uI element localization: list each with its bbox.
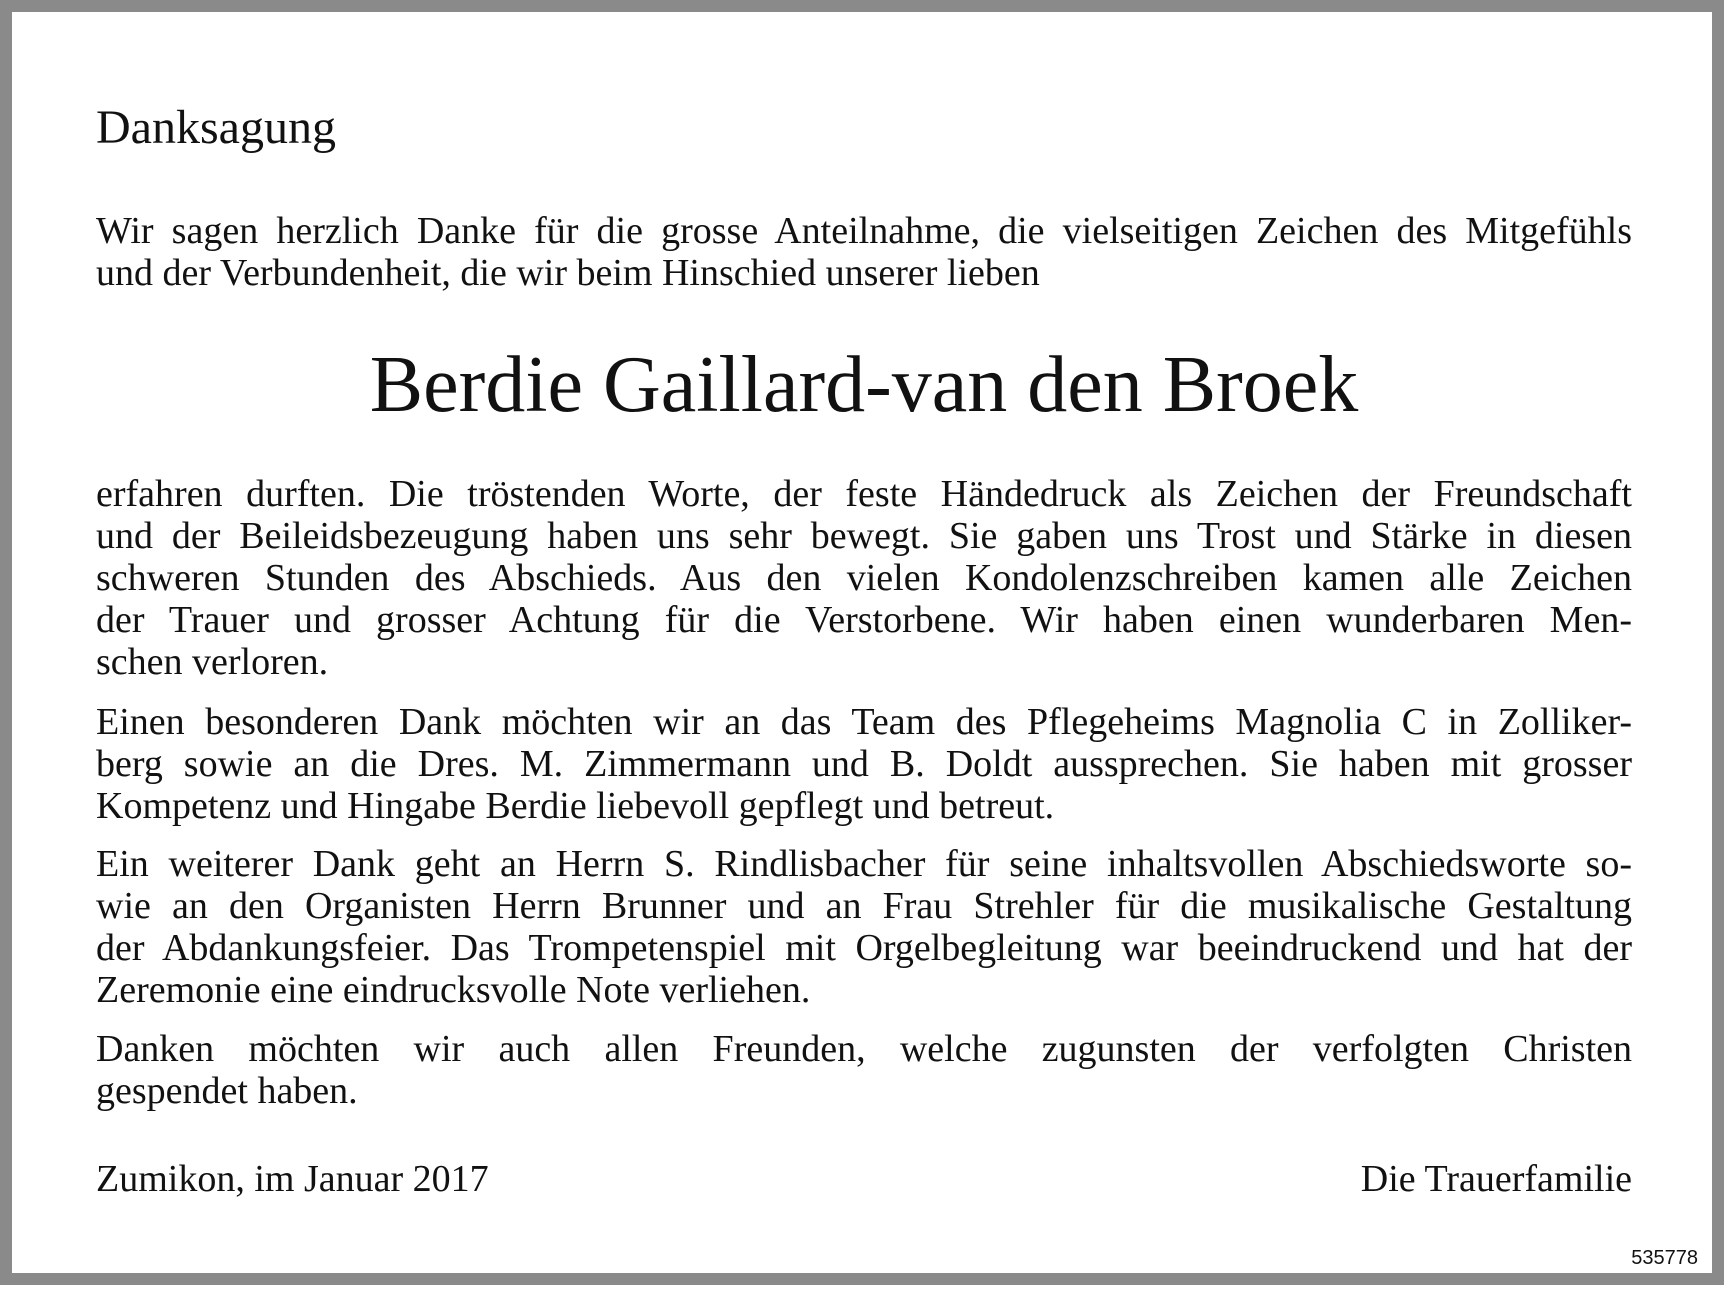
frame-border-right bbox=[1712, 0, 1724, 1285]
notice-heading: Danksagung bbox=[96, 101, 336, 154]
paragraph-donations bbox=[96, 1028, 1632, 1112]
paragraph-line: berg sowie an die Dres. M. Zimmermann und B. Doldt aussprechen. Sie haben mit grosser bbox=[96, 743, 1632, 785]
frame-border-bottom bbox=[0, 1273, 1724, 1285]
paragraph-line: der Trauer und grosser Achtung für die Verstorbene. Wir haben einen wunderbaren Men- bbox=[96, 599, 1632, 641]
paragraph-line: Ein weiterer Dank geht an Herrn S. Rindlisbacher für seine inhaltsvollen Abschiedsworte so- bbox=[96, 843, 1632, 885]
intro-line: Wir sagen herzlich Danke für die grosse Anteilnahme, die vielseitigen Zeichen des Mitgefühls bbox=[96, 210, 1632, 252]
paragraph-line: der Abdankungsfeier. Das Trompetenspiel mit Orgelbegleitung war beeindruckend und hat der bbox=[96, 927, 1632, 969]
paragraph-line: wie an den Organisten Herrn Brunner und an Frau Strehler für die musikalische Gestaltung bbox=[96, 885, 1632, 927]
paragraph-line: schweren Stunden des Abschieds. Aus den vielen Kondolenzschreiben kamen alle Zeichen bbox=[96, 557, 1632, 599]
paragraph-line: Kompetenz und Hingabe Berdie liebevoll gepflegt und betreut. bbox=[96, 785, 1055, 827]
paragraph-care-home bbox=[96, 701, 1632, 827]
signature: Die Trauerfamilie bbox=[1360, 1158, 1632, 1200]
intro-paragraph bbox=[96, 210, 1632, 294]
paragraph-condolences bbox=[96, 473, 1632, 683]
paragraph-line: erfahren durften. Die tröstenden Worte, der feste Händedruck als Zeichen der Freundschaft bbox=[96, 473, 1632, 515]
paragraph-line: gespendet haben. bbox=[96, 1070, 358, 1112]
deceased-name: Berdie Gaillard-van den Broek bbox=[369, 341, 1359, 429]
paragraph-line: schen verloren. bbox=[96, 641, 329, 683]
paragraph-line: Danken möchten wir auch allen Freunden, welche zugunsten der verfolgten Christen bbox=[96, 1028, 1632, 1070]
paragraph-line: und der Beileidsbezeugung haben uns sehr bewegt. Sie gaben uns Trost und Stärke in diesen bbox=[96, 515, 1632, 557]
paragraph-line: Zeremonie eine eindrucksvolle Note verliehen. bbox=[96, 969, 811, 1011]
place-date: Zumikon, im Januar 2017 bbox=[96, 1158, 489, 1200]
paragraph-ceremony bbox=[96, 843, 1632, 1011]
frame-border-top bbox=[0, 0, 1724, 12]
ad-number: 535778 bbox=[1631, 1247, 1698, 1269]
paragraph-line: Einen besonderen Dank möchten wir an das Team des Pflegeheims Magnolia C in Zolliker- bbox=[96, 701, 1632, 743]
frame-border-left bbox=[0, 0, 12, 1285]
intro-line: und der Verbundenheit, die wir beim Hinschied unserer lieben bbox=[96, 252, 1040, 294]
